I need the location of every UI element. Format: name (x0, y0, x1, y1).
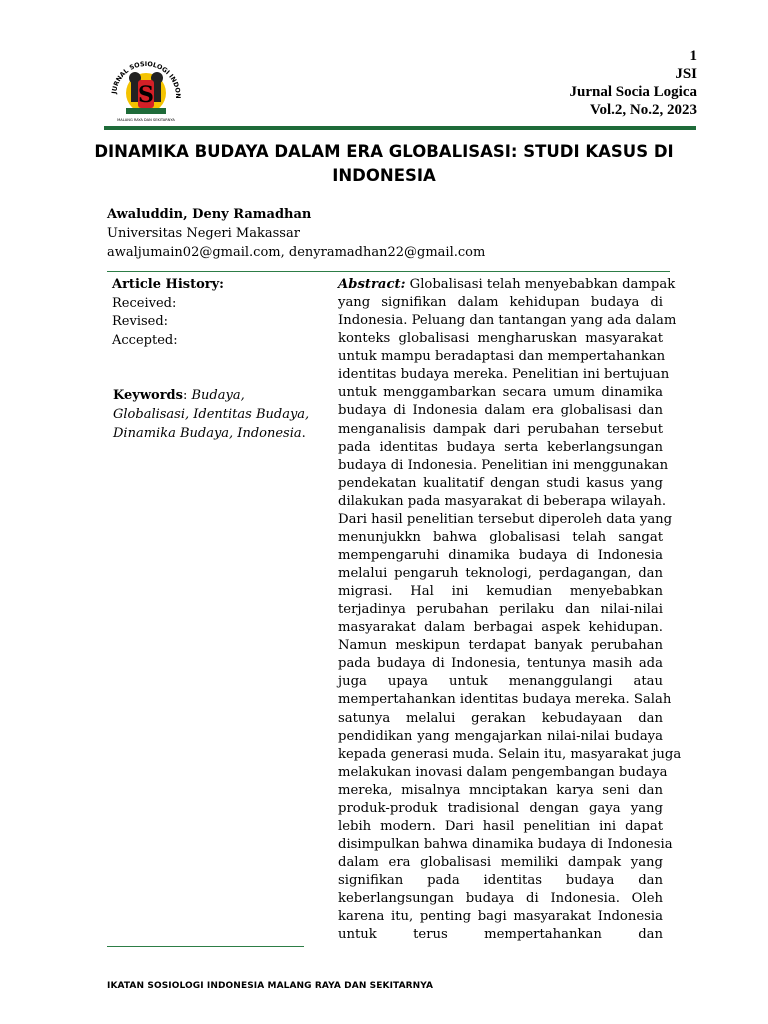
abstract-block (338, 276, 682, 944)
abstract-line: pada identitas budaya serta keberlangsungan (338, 439, 663, 455)
header-divider (104, 126, 696, 130)
abstract-line: yang signifikan dalam kehidupan budaya di (338, 295, 663, 311)
abstract-line: untuk mampu beradaptasi dan mempertahankan (338, 349, 666, 365)
abstract-line: kepada generasi muda. Selain itu, masyarakat juga (338, 746, 682, 762)
abstract-line: untuk terus mempertahankan dan (338, 927, 663, 943)
svg-text:MALANG RAYA DAN SEKITARNYA: MALANG RAYA DAN SEKITARNYA (117, 118, 175, 122)
journal-header (569, 47, 697, 119)
svg-text:JURNAL SOSIOLOGI INDONESIA: JURNAL SOSIOLOGI INDON (110, 59, 183, 99)
abstract-line: masyarakat dalam berbagai aspek kehidupan. (338, 620, 663, 636)
abstract-line: untuk menggambarkan secara umum dinamika (338, 385, 663, 401)
abstract-line: mereka, misalnya mnciptakan karya seni dan (338, 782, 663, 798)
article-title: DINAMIKA BUDAYA DALAM ERA GLOBALISASI: STUDI KASUS DI INDONESIA (94, 142, 674, 185)
abstract-line: signifikan pada identitas budaya dan (338, 873, 663, 889)
abstract-line: Namun meskipun terdapat banyak perubahan (338, 638, 663, 654)
abstract-line: lebih modern. Dari hasil penelitian ini dapat (338, 818, 663, 834)
abstract-line: keberlangsungan budaya di Indonesia. Oleh (338, 891, 663, 907)
abstract-line: budaya di Indonesia. Penelitian ini menggunakan (338, 457, 669, 473)
abstract-line: melakukan inovasi dalam pengembangan budaya (338, 764, 668, 780)
accepted-label: Accepted: (112, 332, 178, 348)
keywords-block: Keywords: Budaya, Globalisasi, Identitas Budaya, Dinamika Budaya, Indonesia. (113, 388, 310, 441)
abstract-line: pendekatan kualitatif dengan studi kasus yang (338, 475, 663, 491)
abstract-line: mempengaruhi dinamika budaya di Indonesia (338, 547, 663, 563)
journal-logo (104, 48, 188, 124)
abstract-line: menunjukkn bahwa globalisasi telah sangat (338, 529, 663, 545)
author-block (107, 205, 485, 262)
keywords-values: Budaya, Globalisasi, Identitas Budaya, Dinamika Budaya, Indonesia (113, 388, 310, 441)
journal-abbrev: JSI (675, 66, 697, 82)
abstract-line: Dari hasil penelitian tersebut diperoleh data yang (338, 511, 673, 527)
journal-volume: Vol.2, No.2, 2023 (590, 102, 697, 118)
abstract-line: juga upaya untuk menanggulangi atau (338, 674, 663, 690)
abstract-line: budaya di Indonesia dalam era globalisasi dan (338, 403, 663, 419)
journal-name: Jurnal Socia Logica (569, 84, 697, 100)
abstract-label: Abstract: (338, 277, 406, 292)
abstract-line: produk-produk tradisional dengan gaya yang (338, 800, 663, 816)
page-footer: IKATAN SOSIOLOGI INDONESIA MALANG RAYA DAN SEKITARNYA (107, 981, 434, 991)
svg-text:S: S (138, 82, 154, 108)
page-number: 1 (689, 48, 697, 64)
abstract-line: identitas budaya mereka. Penelitian ini bertujuan (338, 367, 670, 383)
section-divider (107, 271, 670, 272)
abstract-line: dalam era globalisasi memiliki dampak yang (338, 855, 663, 870)
abstract-line: dilakukan pada masyarakat di beberapa wilayah. (338, 493, 667, 509)
abstract-line: melalui pengaruh teknologi, perdagangan, dan (338, 566, 663, 581)
abstract-line: Abstract: Globalisasi telah menyebabkan dampak (338, 277, 676, 292)
author-emails[interactable]: awaljumain02@gmail.com, denyramadhan22@gmail.com (107, 245, 486, 260)
abstract-line: terjadinya perubahan perilaku dan nilai-nilai (338, 602, 663, 618)
author-affiliation: Universitas Negeri Makassar (107, 226, 300, 241)
keywords-label: Keywords (113, 388, 183, 403)
abstract-line: karena itu, penting bagi masyarakat Indonesia (338, 909, 663, 925)
received-label: Received: (112, 295, 177, 311)
abstract-line: menganalisis dampak dari perubahan tersebut (338, 421, 663, 437)
abstract-line: mempertahankan identitas budaya mereka. Salah (338, 692, 672, 708)
abstract-line: Indonesia. Peluang dan tantangan yang ada dalam (338, 313, 677, 329)
revised-label: Revised: (112, 314, 169, 329)
article-history-heading: Article History: (112, 277, 224, 292)
abstract-line: konteks globalisasi mengharuskan masyarakat (338, 331, 663, 347)
article-history (112, 276, 224, 350)
logo-emblem-icon (104, 48, 188, 124)
abstract-line: disimpulkan bahwa dinamika budaya di Indonesia (338, 836, 673, 852)
abstract-line: pada budaya di Indonesia, tentunya masih ada (338, 656, 663, 672)
abstract-line: migrasi. Hal ini kemudian menyebabkan (338, 584, 663, 600)
abstract-line: pendidikan yang mengajarkan nilai-nilai budaya (338, 728, 663, 744)
footnote-divider (107, 946, 304, 947)
author-names: Awaluddin, Deny Ramadhan (107, 207, 312, 222)
abstract-line: satunya melalui gerakan kebudayaan dan (338, 710, 663, 726)
